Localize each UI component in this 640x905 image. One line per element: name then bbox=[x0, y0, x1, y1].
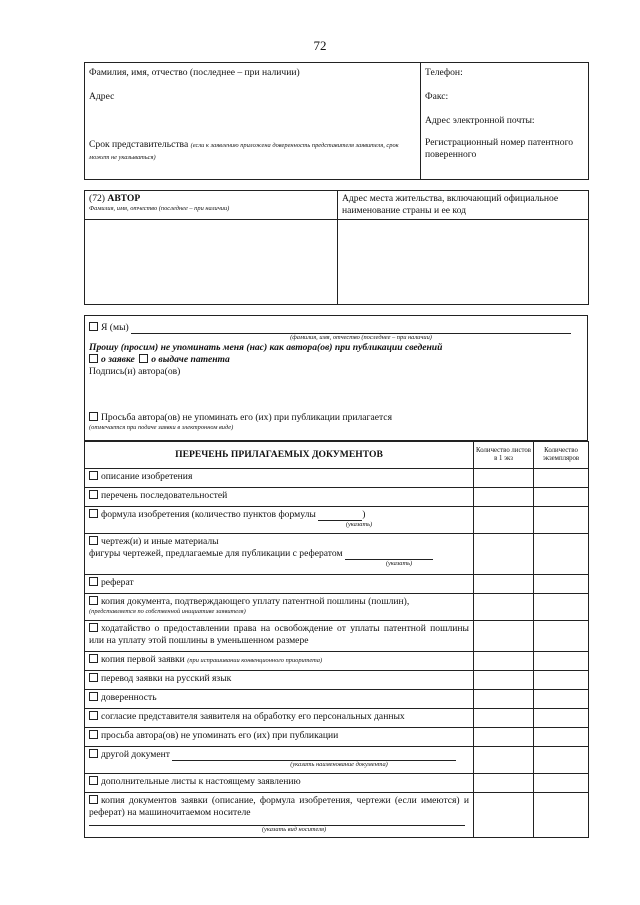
i-we-hint: (фамилия, имя, отчество (последнее – при наличии) bbox=[290, 333, 432, 341]
exemption-sheets[interactable] bbox=[474, 621, 534, 652]
power-of-attorney-sheets[interactable] bbox=[474, 690, 534, 709]
doc-row-extra-sheets bbox=[85, 774, 589, 793]
first-copy-label: копия первой заявки bbox=[101, 654, 185, 665]
description-checkbox[interactable] bbox=[89, 471, 98, 480]
other-doc-sheets[interactable] bbox=[474, 747, 534, 774]
doc-row-author-request bbox=[85, 728, 589, 747]
claims-copies[interactable] bbox=[534, 507, 589, 534]
claims-hint: (указать) bbox=[345, 520, 373, 528]
drawings-sheets[interactable] bbox=[474, 534, 534, 575]
patent-option: о выдаче патента bbox=[151, 353, 230, 365]
claims-count-line[interactable] bbox=[318, 511, 362, 521]
abstract-copies[interactable] bbox=[534, 575, 589, 594]
fax-label: Факс: bbox=[425, 90, 449, 102]
doc-row-exemption bbox=[85, 621, 589, 652]
sequences-copies[interactable] bbox=[534, 488, 589, 507]
claims-close: ) bbox=[362, 509, 366, 520]
fee-copy-label: копия документа, подтверждающего уплату патентной пошлины (пошлин), bbox=[101, 596, 410, 607]
request-attached-row bbox=[89, 412, 583, 424]
publication-options bbox=[89, 354, 583, 366]
exemption-copies[interactable] bbox=[534, 621, 589, 652]
machine-copy-sheets[interactable] bbox=[474, 793, 534, 838]
data-consent-copies[interactable] bbox=[534, 709, 589, 728]
drawings-checkbox[interactable] bbox=[89, 536, 98, 545]
abstract-checkbox[interactable] bbox=[89, 577, 98, 586]
machine-copy-label: копия документов заявки (описание, формула изобретения, чертежи (если имеются) и реферат) на машиночитаемом носителе bbox=[89, 795, 469, 818]
sequences-label: перечень последовательностей bbox=[101, 490, 228, 501]
application-form bbox=[84, 62, 588, 838]
exemption-label: ходатайство о предоставлении права на освобождение от уплаты патентной пошлины или на уплату этой пошлины в уменьшенном размере bbox=[89, 623, 469, 646]
author-header-cell bbox=[85, 191, 338, 220]
phone-label: Телефон: bbox=[425, 67, 463, 78]
sequences-checkbox[interactable] bbox=[89, 490, 98, 499]
documents-title: ПЕРЕЧЕНЬ ПРИЛАГАЕМЫХ ДОКУМЕНТОВ bbox=[85, 442, 474, 469]
page-number: 72 bbox=[313, 38, 327, 53]
exemption-checkbox[interactable] bbox=[89, 623, 98, 632]
request-attached-note: (отмечается при подаче заявки в электронном виде) bbox=[89, 423, 234, 431]
claims-sheets[interactable] bbox=[474, 507, 534, 534]
doc-row-translation bbox=[85, 671, 589, 690]
power-of-attorney-copies[interactable] bbox=[534, 690, 589, 709]
reg-number-label: Регистрационный номер патентного поверенного bbox=[425, 136, 574, 160]
drawings-copies[interactable] bbox=[534, 534, 589, 575]
extra-sheets-sheets[interactable] bbox=[474, 774, 534, 793]
other-doc-hint: (указать наименование документа) bbox=[290, 760, 388, 768]
other-doc-checkbox[interactable] bbox=[89, 749, 98, 758]
machine-copy-carrier-line[interactable] bbox=[89, 819, 465, 826]
other-doc-copies[interactable] bbox=[534, 747, 589, 774]
doc-row-other bbox=[85, 747, 589, 774]
signature-label: Подпись(и) автора(ов) bbox=[89, 365, 181, 377]
data-consent-label: согласие представителя заявителя на обработку его персональных данных bbox=[101, 711, 405, 722]
other-doc-name-line[interactable] bbox=[172, 751, 456, 761]
application-checkbox[interactable] bbox=[89, 354, 98, 363]
fio-label: Фамилия, имя, отчество (последнее – при наличии) bbox=[89, 67, 300, 78]
extra-sheets-label: дополнительные листы к настоящему заявлению bbox=[101, 776, 301, 787]
representative-right-cell bbox=[421, 63, 589, 180]
application-option: о заявке bbox=[101, 353, 135, 365]
description-label: описание изобретения bbox=[101, 471, 193, 482]
i-we-checkbox[interactable] bbox=[89, 322, 98, 331]
abstract-label: реферат bbox=[101, 577, 134, 588]
drawings-label: чертеж(и) и иные материалы bbox=[101, 536, 219, 547]
author-request-copies[interactable] bbox=[534, 728, 589, 747]
author-name-field[interactable] bbox=[85, 220, 338, 305]
extra-sheets-checkbox[interactable] bbox=[89, 776, 98, 785]
translation-label: перевод заявки на русский язык bbox=[101, 673, 232, 684]
translation-sheets[interactable] bbox=[474, 671, 534, 690]
consent-table bbox=[84, 315, 588, 441]
author-address-field[interactable] bbox=[338, 220, 589, 305]
term-note: (если к заявлению приложена доверенность представителя заявителя, срок может не указываться) bbox=[89, 141, 399, 161]
abstract-sheets[interactable] bbox=[474, 575, 534, 594]
consent-cell bbox=[85, 316, 588, 441]
copies-column-header: Количество экземпляров bbox=[534, 442, 589, 469]
request-attached-label: Просьба автора(ов) не упоминать его (их) при публикации прилагается bbox=[101, 411, 392, 423]
claims-checkbox[interactable] bbox=[89, 509, 98, 518]
data-consent-sheets[interactable] bbox=[474, 709, 534, 728]
patent-checkbox[interactable] bbox=[139, 354, 148, 363]
email-label: Адрес электронной почты: bbox=[425, 114, 535, 126]
first-copy-checkbox[interactable] bbox=[89, 654, 98, 663]
representative-table bbox=[84, 62, 589, 180]
fee-copy-checkbox[interactable] bbox=[89, 596, 98, 605]
doc-row-first-copy bbox=[85, 652, 589, 671]
term-block bbox=[89, 139, 416, 163]
description-copies[interactable] bbox=[534, 469, 589, 488]
i-we-name-line[interactable] bbox=[131, 324, 571, 334]
first-copy-copies[interactable] bbox=[534, 652, 589, 671]
author-table bbox=[84, 190, 589, 305]
doc-row-fee-copy bbox=[85, 594, 589, 621]
drawings-figures-line[interactable] bbox=[345, 550, 433, 560]
i-we-label: Я (мы) bbox=[101, 322, 129, 333]
i-we-row bbox=[89, 322, 583, 334]
doc-row-machine-copy bbox=[85, 793, 589, 838]
translation-checkbox[interactable] bbox=[89, 673, 98, 682]
author-code: (72) bbox=[89, 193, 105, 204]
first-copy-note: (при испрашивании конвенционного приоритета) bbox=[187, 657, 323, 664]
description-sheets[interactable] bbox=[474, 469, 534, 488]
residence-label: Адрес места жительства, включающий официальное наименование страны и ее код bbox=[338, 191, 589, 220]
drawings-line2: фигуры чертежей, предлагаемые для публикации с рефератом bbox=[89, 547, 343, 559]
first-copy-sheets[interactable] bbox=[474, 652, 534, 671]
doc-row-power-of-attorney bbox=[85, 690, 589, 709]
other-doc-label: другой документ bbox=[101, 749, 170, 760]
fee-copy-copies[interactable] bbox=[534, 594, 589, 621]
request-text: Прошу (просим) не упоминать меня (нас) как автора(ов) при публикации сведений bbox=[89, 341, 443, 353]
fee-copy-note: (представляется по собственной инициативе заявителя) bbox=[89, 607, 246, 615]
power-of-attorney-checkbox[interactable] bbox=[89, 692, 98, 701]
term-label: Срок представительства bbox=[89, 138, 189, 150]
author-fio-note: Фамилия, имя, отчество (последнее – при наличии) bbox=[89, 204, 230, 212]
representative-left-cell bbox=[85, 63, 421, 180]
author-request-label: просьба автора(ов) не упоминать его (их) при публикации bbox=[101, 730, 339, 741]
author-request-checkbox[interactable] bbox=[89, 730, 98, 739]
power-of-attorney-label: доверенность bbox=[101, 692, 157, 703]
author-title: АВТОР bbox=[107, 193, 141, 204]
doc-row-abstract bbox=[85, 575, 589, 594]
drawings-hint: (указать) bbox=[385, 559, 413, 567]
doc-row-data-consent bbox=[85, 709, 589, 728]
data-consent-checkbox[interactable] bbox=[89, 711, 98, 720]
extra-sheets-copies[interactable] bbox=[534, 774, 589, 793]
documents-table bbox=[84, 441, 589, 838]
sheets-column-header: Количество листов в 1 экз bbox=[474, 442, 534, 469]
machine-copy-checkbox[interactable] bbox=[89, 795, 98, 804]
machine-copy-hint: (указать вид носителя) bbox=[261, 825, 327, 833]
author-request-sheets[interactable] bbox=[474, 728, 534, 747]
machine-copy-copies[interactable] bbox=[534, 793, 589, 838]
address-label: Адрес bbox=[89, 90, 115, 102]
fee-copy-sheets[interactable] bbox=[474, 594, 534, 621]
claims-label: формула изобретения (количество пунктов формулы bbox=[101, 509, 316, 520]
translation-copies[interactable] bbox=[534, 671, 589, 690]
doc-row-sequences bbox=[85, 488, 589, 507]
doc-row-drawings bbox=[85, 534, 589, 575]
doc-row-description bbox=[85, 469, 589, 488]
sequences-sheets[interactable] bbox=[474, 488, 534, 507]
doc-row-claims bbox=[85, 507, 589, 534]
request-attached-checkbox[interactable] bbox=[89, 412, 98, 421]
